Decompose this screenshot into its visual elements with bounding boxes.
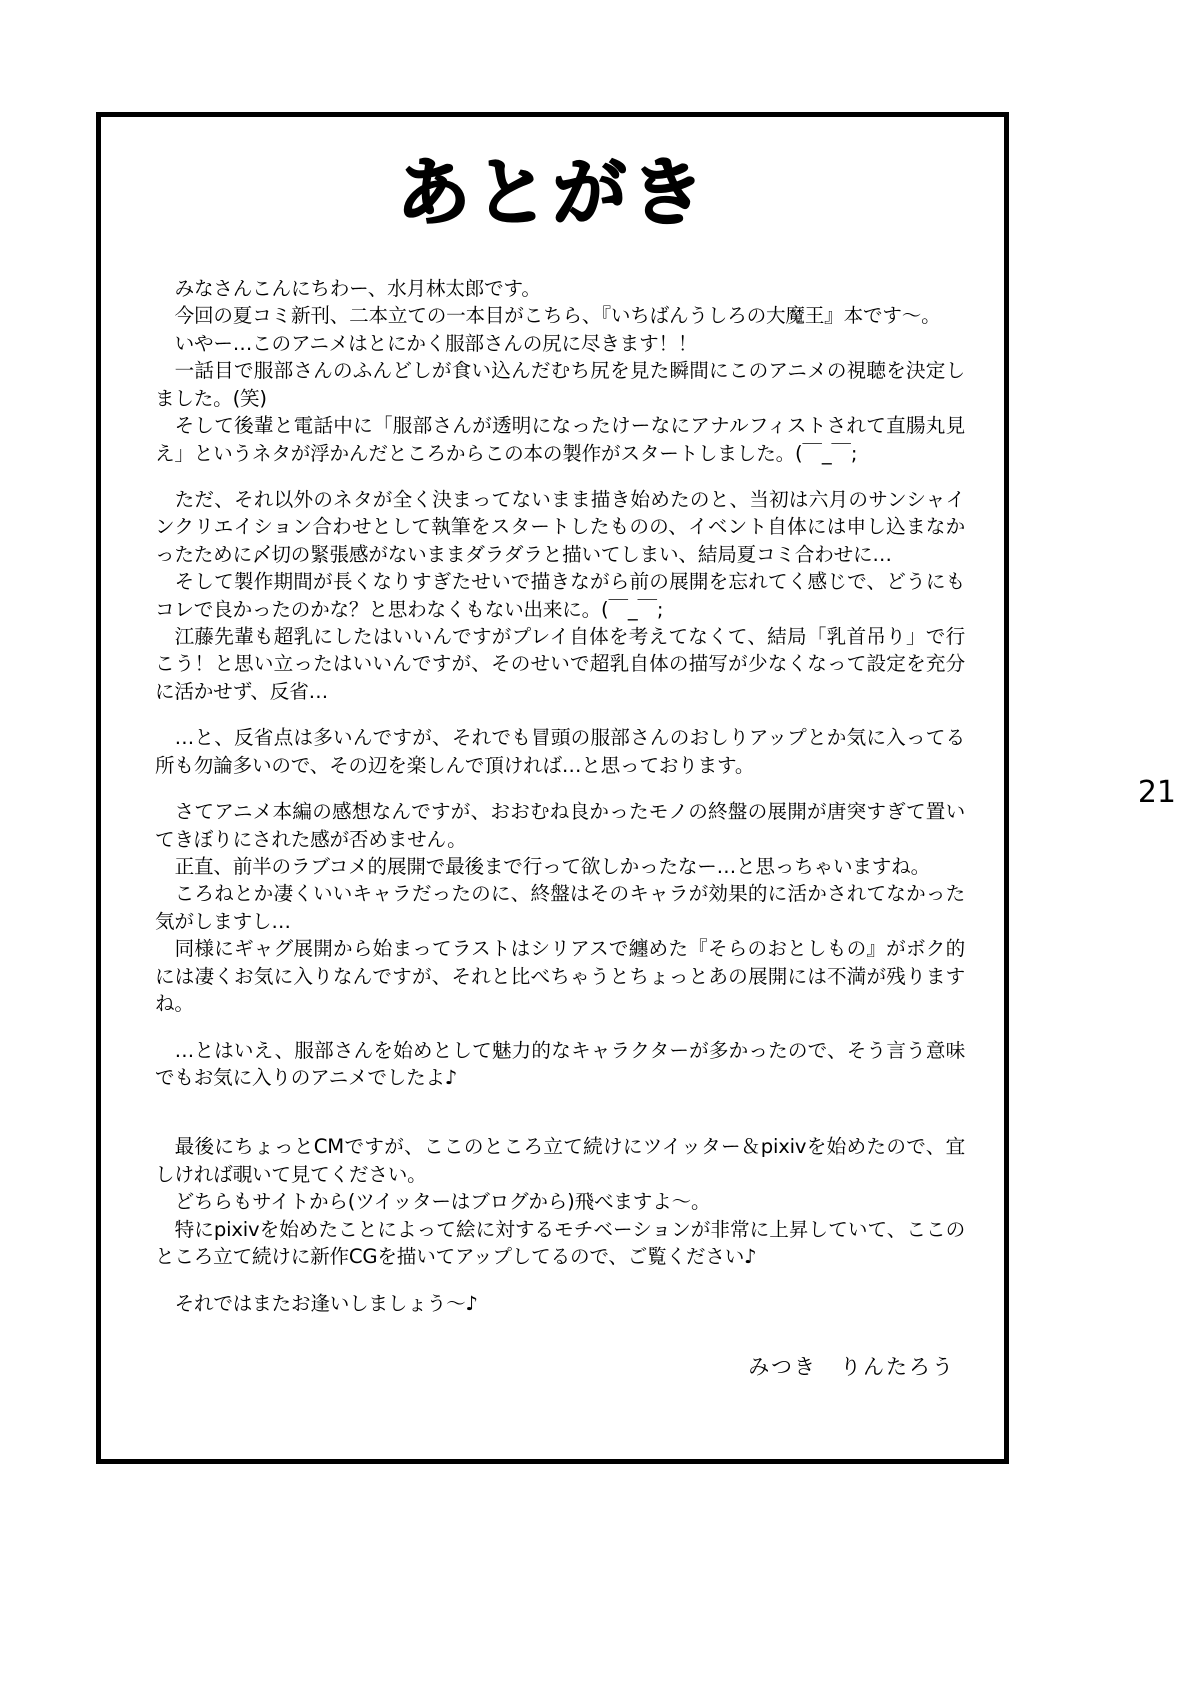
afterword-paragraph: 今回の夏コミ新刊、二本立ての一本目がこちら、『いちばんうしろの大魔王』本です〜。 (174, 304, 941, 328)
afterword-paragraph: …とはいえ、服部さんを始めとして魅力的なキャラクターが多かったので、そう言う意味でもお気に入りのアニメでしたよ♪ (155, 1038, 965, 1089)
afterword-paragraph: さてアニメ本編の感想なんですが、おおむね良かったモノの終盤の展開が唐突すぎて置いてきぼりにされた感が否めません。 (155, 800, 965, 851)
afterword-paragraph: そして後輩と電話中に「服部さんが透明になったけーなにアナルフィストされて直腸丸見え」というネタが浮かんだところからこの本の製作がスタートしました。(￣_￣; (155, 414, 965, 465)
afterword-frame (96, 112, 1009, 1464)
afterword-paragraph: ころねとか凄くいいキャラだったのに、終盤はそのキャラが効果的に活かされてなかった気がしますし… (155, 882, 965, 933)
afterword-body (155, 275, 965, 1382)
afterword-paragraph: 同様にギャグ展開から始まってラストはシリアスで纏めた『そらのおとしもの』がボク的には凄くお気に入りなんですが、それと比べちゃうとちょっとあの展開には不満が残りますね。 (155, 937, 965, 1016)
afterword-paragraph: 特にpixivを始めたことによって絵に対するモチベーションが非常に上昇していて、ここのところ立て続けに新作CGを描いてアップしてるので、ご覧ください♪ (155, 1217, 965, 1269)
afterword-paragraph: いやー…このアニメはとにかく服部さんの尻に尽きます！！ (174, 331, 698, 355)
afterword-paragraph: みなさんこんにちわー、水月林太郎です。 (174, 277, 541, 300)
afterword-paragraph: ただ、それ以外のネタが全く決まってないまま描き始めたのと、当初は六月のサンシャインクリエイション合わせとして執筆をスタートしたものの、イベント自体には申し込まなかったために〆切の緊張感がないままダラダラと描いてしまい、結局夏コミ合わせに… (155, 487, 965, 566)
afterword-paragraph: 一話目で服部さんのふんどしが食い込んだむち尻を見た瞬間にこのアニメの視聴を決定しました。(笑) (155, 359, 965, 410)
afterword-paragraph: それではまたお逢いしましょう〜♪ (174, 1291, 478, 1315)
page-number: 21 (1137, 775, 1176, 810)
afterword-paragraph: そして製作期間が長くなりすぎたせいで描きながら前の展開を忘れてく感じで、どうにもコレで良かったのかな？と思わなくもない出来に。(￣_￣; (155, 570, 965, 621)
page-title: あとがき (396, 150, 709, 236)
afterword-paragraph: 正直、前半のラブコメ的展開で最後まで行って欲しかったなー…と思っちゃいますね。 (174, 855, 930, 879)
afterword-paragraph: 最後にちょっとCMですが、ここのところ立て続けにツイッター＆pixivを始めたので、宜しければ覗いて見てください。 (155, 1135, 965, 1186)
afterword-paragraph: どちらもサイトから(ツイッターはブログから)飛べますよ〜。 (174, 1190, 711, 1214)
author-signature: みつき りんたろう (748, 1354, 955, 1379)
afterword-paragraph: …と、反省点は多いんですが、それでも冒頭の服部さんのおしりアップとか気に入ってる所も勿論多いので、その辺を楽しんで頂ければ…と思っております。 (155, 726, 965, 777)
afterword-paragraph: 江藤先輩も超乳にしたはいいんですがプレイ自体を考えてなくて、結局「乳首吊り」で行こう！と思い立ったはいいんですが、そのせいで超乳自体の描写が少なくなって設定を充分に活かせず、反省… (155, 625, 965, 703)
